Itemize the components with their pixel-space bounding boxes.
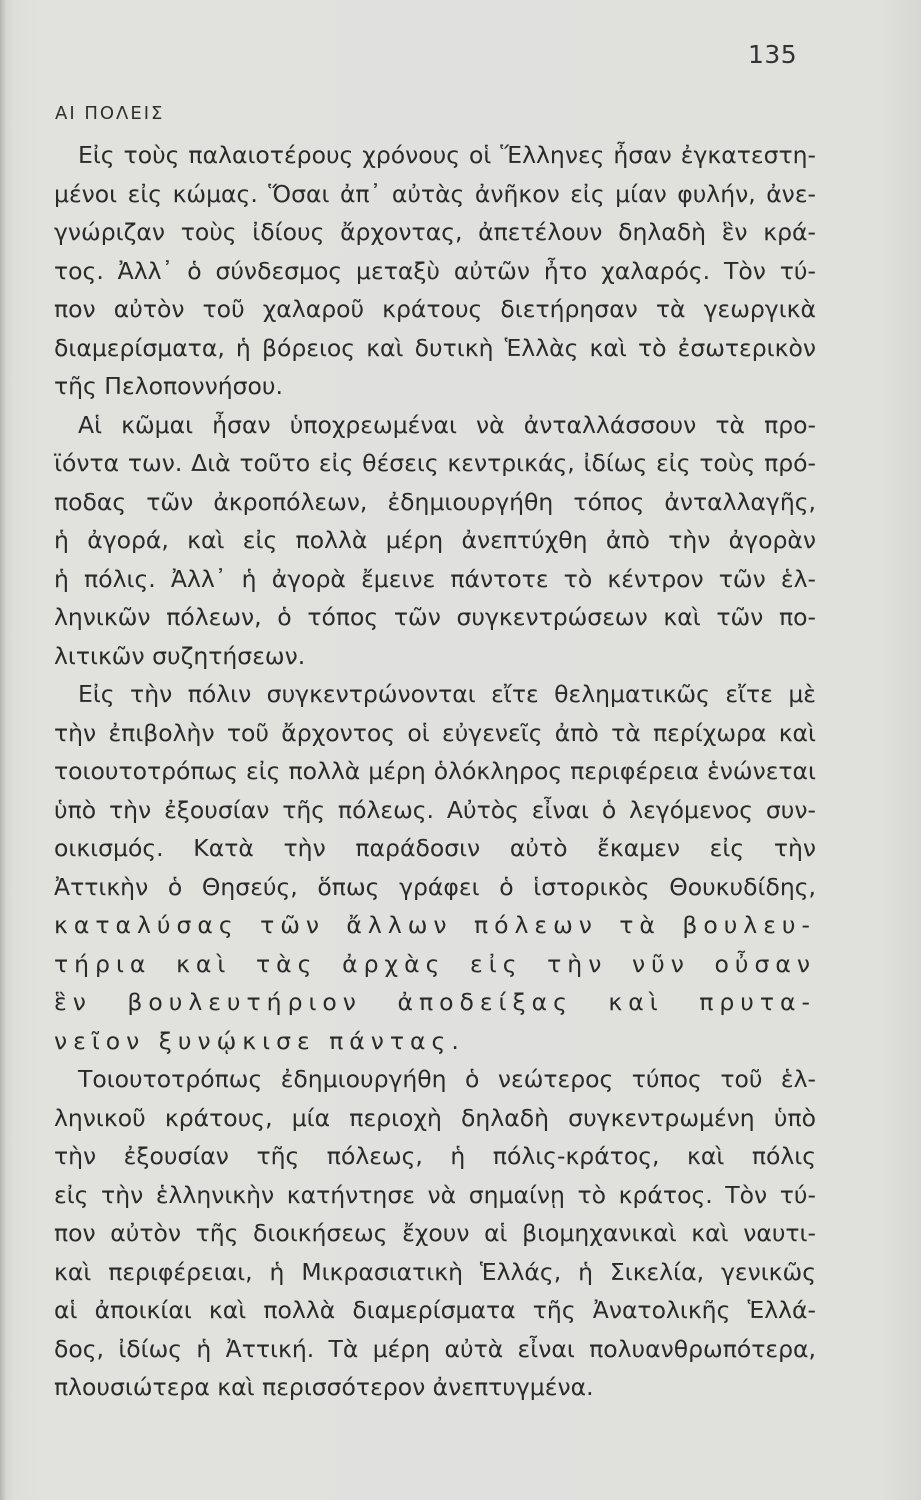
text-line: ληνικῶν πόλεων, ὁ τόπος τῶν συγκεντρώσεων καὶ τῶν πο- (54, 603, 816, 631)
text-line: εἰς τὴν ἑλληνικὴν κατήντησε νὰ σημαίνῃ τὸ κράτος. Τὸν τύ- (54, 1180, 816, 1209)
text-line: ποδας τῶν ἀκροπόλεων, ἐδημιουργήθη τόπος ἀνταλλαγῆς, (54, 487, 816, 516)
text-line: πλουσιώτερα καὶ περισσότερον ἀνεπτυγμένα. (54, 1373, 594, 1401)
text-line: μένοι εἰς κώμας. Ὅσαι ἀπ᾿ αὐτὰς ἀνῆκον εἰς μίαν φυλήν, ἀνε- (54, 179, 816, 208)
page-spine-shadow (0, 0, 6, 1500)
text-line: Εἰς τὴν πόλιν συγκεντρώνονται εἴτε θεληματικῶς εἴτε μὲ (78, 680, 816, 708)
text-line: ἓν βουλευτήριον ἀποδείξας καὶ πρυτα- (54, 988, 816, 1016)
text-line: καὶ περιφέρειαι, ἡ Μικρασιατικὴ Ἑλλάς, ἡ Σικελία, γενικῶς (54, 1257, 816, 1286)
text-line: καταλύσας τῶν ἄλλων πόλεων τὰ βουλευ- (54, 911, 816, 939)
text-line: ϊόντα των. Διὰ τοῦτο εἰς θέσεις κεντρικάς, ἰδίως εἰς τοὺς πρό- (54, 449, 816, 477)
text-line: δος, ἰδίως ἡ Ἀττική. Τὰ μέρη αὐτὰ εἶναι πολυανθρωπότερα, (54, 1334, 816, 1363)
text-line: πον αὐτὸν τῆς διοικήσεως ἔχουν αἱ βιομηχανικαὶ καὶ ναυτι- (54, 1219, 816, 1247)
text-line: Τοιουτοτρόπως ἐδημιουργήθη ὁ νεώτερος τύπος τοῦ ἑλ- (78, 1065, 816, 1093)
text-line: ληνικοῦ κράτους, μία περιοχὴ δηλαδὴ συγκεντρωμένη ὑπὸ (54, 1103, 816, 1132)
text-line: τὴν ἐξουσίαν τῆς πόλεως, ἡ πόλις-κράτος, καὶ πόλις (54, 1142, 816, 1170)
text-line: νεῖον ξυνῴκισε πάντας. (54, 1026, 465, 1055)
text-line: τὴν ἐπιβολὴν τοῦ ἄρχοντος οἱ εὐγενεῖς ἀπὸ τὰ περίχωρα καὶ (54, 718, 816, 747)
text-line: διαμερίσματα, ἡ βόρειος καὶ δυτικὴ Ἑλλὰς καὶ τὸ ἐσωτερικὸν (54, 333, 816, 362)
text-line: αἱ ἀποικίαι καὶ πολλὰ διαμερίσματα τῆς Ἀνατολικῆς Ἑλλά- (54, 1296, 816, 1324)
text-line: ἡ ἀγορά, καὶ εἰς πολλὰ μέρη ἀνεπτύχθη ἀπὸ τὴν ἀγορὰν (54, 526, 816, 554)
text-line: ὑπὸ τὴν ἐξουσίαν τῆς πόλεως. Αὐτὸς εἶναι ὁ λεγόμενος συν- (54, 795, 816, 824)
text-line: Εἰς τοὺς παλαιοτέρους χρόνους οἱ Ἕλληνες ἦσαν ἐγκατεστη- (78, 141, 816, 169)
body-text (54, 136, 816, 1407)
text-line: τῆς Πελοποννήσου. (54, 372, 283, 400)
text-line: τος. Ἀλλ᾿ ὁ σύνδεσμος μεταξὺ αὐτῶν ἦτο χαλαρός. Τὸν τύ- (54, 256, 816, 285)
text-line: λιτικῶν συζητήσεων. (54, 641, 306, 670)
text-line: Αἱ κῶμαι ἦσαν ὑποχρεωμέναι νὰ ἀνταλλάσσουν τὰ προ- (78, 410, 816, 439)
text-line: πον αὐτὸν τοῦ χαλαροῦ κράτους διετήρησαν τὰ γεωργικὰ (54, 295, 816, 323)
text-line: οικισμός. Κατὰ τὴν παράδοσιν αὐτὸ ἔκαμεν εἰς τὴν (54, 834, 816, 862)
page-number: 135 (748, 40, 798, 69)
text-line: τήρια καὶ τὰς ἀρχὰς εἰς τὴν νῦν οὖσαν (54, 949, 816, 978)
chapter-title: ΑΙ ΠΟΛΕΙΣ (55, 103, 165, 124)
text-line: Ἀττικὴν ὁ Θησεύς, ὅπως γράφει ὁ ἱστορικὸς Θουκυδίδης, (54, 872, 816, 901)
text-line: τοιουτοτρόπως εἰς πολλὰ μέρη ὁλόκληρος περιφέρεια ἑνώνεται (54, 757, 816, 785)
text-line: γνώριζαν τοὺς ἰδίους ἄρχοντας, ἀπετέλουν δηλαδὴ ἓν κρά- (54, 218, 816, 246)
text-line: ἡ πόλις. Ἀλλ᾿ ἡ ἀγορὰ ἔμεινε πάντοτε τὸ κέντρον τῶν ἑλ- (54, 564, 816, 593)
